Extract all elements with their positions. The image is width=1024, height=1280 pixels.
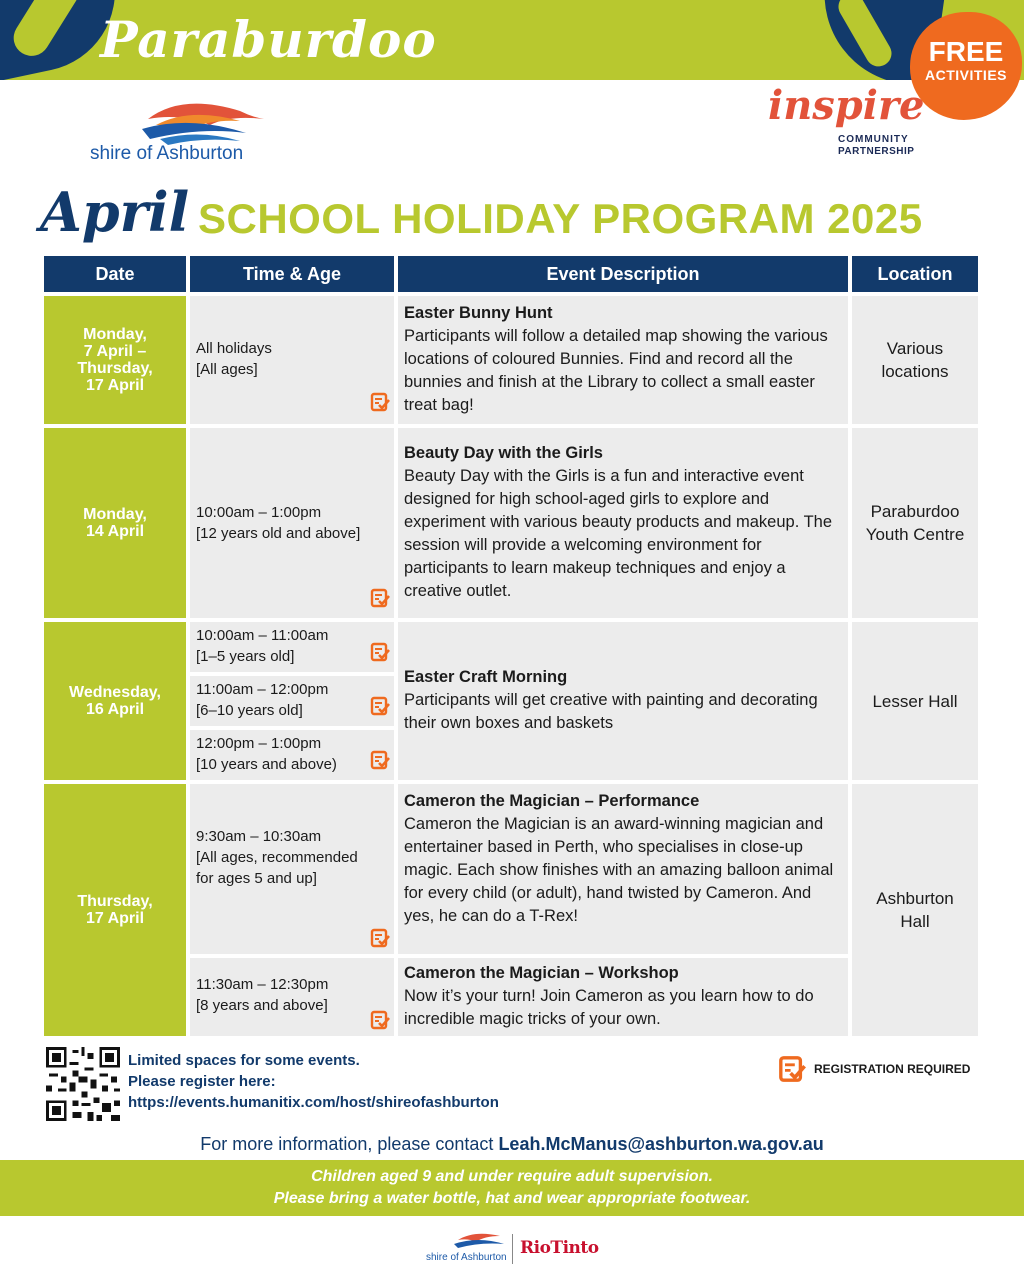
row1-time: All holidays [All ages]: [196, 340, 272, 378]
safety-footer: [0, 1160, 1024, 1216]
row4-time-2: 11:30am – 12:30pm [8 years and above]: [196, 976, 329, 1014]
row1-event-cell: [398, 296, 848, 424]
town-name: Paraburdoo: [100, 10, 437, 69]
row4-location: Ashburton Hall: [876, 889, 954, 931]
row3-time-2: 11:00am – 12:00pm [6–10 years old]: [196, 681, 329, 719]
contact-line: [0, 1134, 1024, 1155]
badge-line2: ACTIVITIES: [924, 67, 1007, 83]
row3-event-cell: [398, 622, 848, 780]
row4-event-cell-1: [398, 784, 848, 954]
row3-event: [404, 666, 840, 735]
rio-tinto-logo: RioTinto: [520, 1238, 599, 1258]
contact-prefix: For more information, please contact: [200, 1134, 499, 1154]
contact-email[interactable]: Leah.McManus@ashburton.wa.gov.au: [498, 1134, 824, 1154]
row1-location: Various locations: [881, 339, 949, 381]
event-body: Now it’s your turn! Join Cameron as you learn how to do incredible magic tricks of your own.: [404, 987, 814, 1028]
row2-location-cell: [852, 428, 978, 618]
registration-link[interactable]: https://events.humanitix.com/host/shireofashburton: [128, 1094, 499, 1111]
registration-legend-label: REGISTRATION REQUIRED: [814, 1062, 971, 1076]
row1-event: [404, 302, 840, 417]
row3-date: Wednesday, 16 April: [44, 622, 186, 780]
registration-required-icon: [778, 1055, 806, 1083]
event-body: Participants will get creative with painting and decorating their own boxes and baskets: [404, 691, 818, 732]
row3-time-3: 12:00pm – 1:00pm [10 years and above): [196, 735, 337, 773]
event-body: Cameron the Magician is an award-winning magician and entertainer based in Perth, who specialises in close-up magic. Each show finishes with an amazing balloon animal for every child (or adult), hand twisted by Cameron. And yes, he can do a T-Rex!: [404, 815, 834, 925]
row3-time-cell-3: [190, 730, 394, 780]
registration-required-icon: [370, 696, 390, 716]
shire-logo-text: shire of Ashburton: [90, 143, 244, 164]
row4-location-cell: [852, 784, 978, 1036]
row4-time-1: 9:30am – 10:30am [All ages, recommended for ages 5 and up]: [196, 828, 358, 887]
row2-time-cell: [190, 428, 394, 618]
row1-location-cell: [852, 296, 978, 424]
row2-event: [404, 442, 840, 603]
event-title: Beauty Day with the Girls: [404, 444, 603, 462]
header-location: Location: [852, 256, 978, 292]
row2-event-cell: [398, 428, 848, 618]
registration-required-icon: [370, 588, 390, 608]
footer-line1: Children aged 9 and under require adult supervision.: [311, 1168, 713, 1185]
badge-line1: FREE: [928, 36, 1004, 67]
row3-time-cell-1: [190, 622, 394, 672]
row4-event-2: [404, 962, 840, 1031]
inspire-line1: COMMUNITY: [838, 134, 909, 145]
event-title: Easter Craft Morning: [404, 668, 568, 686]
registration-required-icon: [370, 750, 390, 770]
row2-time: 10:00am – 1:00pm [12 years old and above]: [196, 504, 361, 542]
registration-required-icon: [370, 642, 390, 662]
header-date: Date: [44, 256, 186, 292]
row3-time-cell-2: [190, 676, 394, 726]
footer-line2: Please bring a water bottle, hat and wear appropriate footwear.: [273, 1190, 751, 1207]
row4-event-cell-2: [398, 958, 848, 1036]
header-time-age: Time & Age: [190, 256, 394, 292]
event-title: Cameron the Magician – Workshop: [404, 964, 679, 982]
registration-line1: Limited spaces for some events.: [128, 1052, 360, 1069]
registration-required-icon: [370, 928, 390, 948]
row2-location: Paraburdoo Youth Centre: [865, 502, 965, 544]
row4-event-1: [404, 790, 840, 928]
event-body: Participants will follow a detailed map showing the various locations of coloured Bunnies. Find and record all the bunnies and finish at the Library to collect a small easter treat bag!: [404, 327, 828, 414]
event-title: Easter Bunny Hunt: [404, 304, 553, 322]
page-title: SCHOOL HOLIDAY PROGRAM 2025: [198, 195, 923, 242]
row2-date: Monday, 14 April: [44, 428, 186, 618]
header-event-description: Event Description: [398, 256, 848, 292]
month-script: April: [40, 180, 190, 244]
row1-time-cell: [190, 296, 394, 424]
inspire-line2: PARTNERSHIP: [838, 146, 915, 157]
registration-legend: [778, 1055, 970, 1083]
top-banner: [0, 0, 1024, 80]
event-body: Beauty Day with the Girls is a fun and interactive event designed for high school-aged girls to explore and experiment with various beauty products and makeup. The session will provide a welcoming environment for participants to learn makeup techniques and enjoy a creative outlet.: [404, 467, 833, 600]
registration-note: [128, 1050, 499, 1113]
row3-location: Lesser Hall: [872, 691, 958, 711]
row4-date: Thursday, 17 April: [44, 784, 186, 1036]
inspire-partnership-logo: [768, 82, 928, 162]
row3-location-cell: [852, 622, 978, 780]
inspire-word: inspire: [768, 82, 925, 129]
row4-time-cell-1: [190, 784, 394, 954]
footer-shire-text: shire of Ashburton: [426, 1252, 507, 1263]
footer-shire-logo-mark: [450, 1230, 508, 1252]
registration-line2: Please register here:: [128, 1073, 276, 1090]
row4-time-cell-2: [190, 958, 394, 1036]
row1-date: Monday, 7 April – Thursday, 17 April: [44, 296, 186, 424]
row3-time-1: 10:00am – 11:00am [1–5 years old]: [196, 627, 329, 665]
qr-code-icon[interactable]: [46, 1047, 120, 1121]
footer-logos: [420, 1230, 620, 1266]
registration-required-icon: [370, 1010, 390, 1030]
event-title: Cameron the Magician – Performance: [404, 792, 700, 810]
footer-divider: [512, 1234, 513, 1264]
registration-required-icon: [370, 392, 390, 412]
